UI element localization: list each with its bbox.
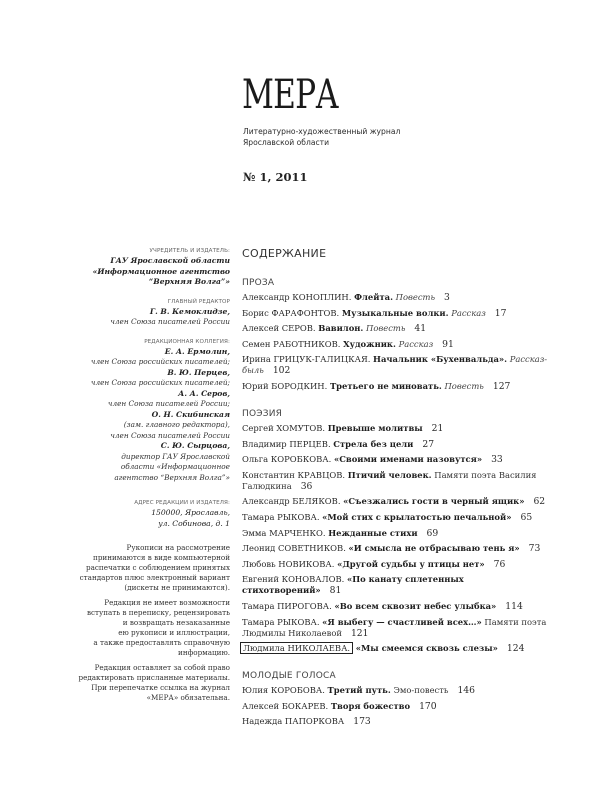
entry-title: Художник. — [343, 338, 396, 349]
entry-author: Александр БЕЛЯКОВ. — [242, 496, 341, 507]
entry-genre: Повесть — [366, 323, 406, 334]
toc-entry[interactable] — [242, 381, 562, 392]
entry-page-number: 36 — [300, 480, 313, 492]
entry-page-number: 146 — [457, 685, 475, 697]
note-line: распечатки с соблюдением принятых — [86, 563, 230, 572]
note-line: и возвращать незаказанные — [122, 618, 230, 627]
toc-section-title: ПРОЗА — [242, 278, 275, 288]
toc-entry[interactable] — [242, 512, 562, 523]
address-line: ул. Собинова, д. 1 — [158, 518, 230, 528]
entry-author: Алексей БОКАРЕВ. — [242, 700, 329, 711]
toc-entry[interactable] — [242, 339, 562, 350]
toc-entry[interactable] — [242, 643, 562, 654]
subtitle-line: Ярославской области — [243, 138, 330, 147]
entry-page-number: 41 — [414, 323, 427, 335]
entry-author: Эмма МАРЧЕНКО. — [242, 527, 326, 538]
toc-entry[interactable] — [242, 308, 562, 319]
entry-author: Евгений КОНОВАЛОВ. — [242, 574, 345, 585]
board-member-role: член Союза писателей России — [110, 430, 230, 440]
toc-entry[interactable] — [242, 617, 562, 639]
board-member-name: А. А. Серов, — [178, 388, 230, 398]
entry-author: Леонид СОВЕТНИКОВ. — [242, 543, 346, 554]
toc-entry[interactable] — [242, 528, 562, 539]
note-line: редактировать присланные материалы. — [78, 673, 230, 682]
editorial-notes — [40, 543, 230, 703]
toc-entry[interactable] — [242, 574, 562, 596]
entry-page-number: 65 — [520, 511, 533, 523]
toc-entry[interactable] — [242, 543, 562, 554]
note-line: Рукописи на рассмотрение — [126, 543, 230, 552]
board-member-role: агентство “Верхняя Волга”» — [114, 472, 230, 482]
entry-author: Юлия КОРОБОВА. — [242, 685, 325, 696]
entry-author: Ирина ГРИЦУК-ГАЛИЦКАЯ. — [242, 354, 371, 365]
entry-author: Ольга КОРОБКОВА. — [242, 454, 332, 465]
entry-author: Владимир ПЕРЦЕВ. — [242, 438, 331, 449]
board-member-role: член Союза писателей России; — [107, 399, 230, 408]
entry-page-number: 17 — [494, 307, 507, 319]
entry-title: Третьего не миновать. — [329, 380, 442, 391]
toc-title: СОДЕРЖАНИЕ — [242, 247, 327, 260]
entry-note: Памяти поэта Людмилы Николаевой — [242, 616, 547, 638]
entry-note: Эмо-повесть — [393, 685, 449, 696]
entry-title: «Мы смеемся сквозь слезы» — [355, 643, 498, 654]
chief-editor-label: ГЛАВНЫЙ РЕДАКТОР — [167, 298, 230, 305]
entry-page-number: 91 — [442, 338, 454, 350]
board-member-role: (зам. главного редактора), — [123, 420, 230, 429]
entry-author: Семен РАБОТНИКОВ. — [242, 338, 341, 349]
board-label: РЕДАКЦИОННАЯ КОЛЛЕГИЯ: — [144, 338, 230, 345]
entry-author: Тамара РЫКОВА. — [242, 511, 320, 522]
imprint-column — [40, 247, 230, 703]
entry-title: «Во всем сквозит небес улыбка» — [334, 600, 497, 611]
note-line: а также предоставлять справочную — [93, 638, 230, 647]
entry-author: Любовь НОВИКОВА. — [242, 558, 335, 569]
entry-title: Творя божество — [330, 700, 411, 711]
note-rights — [40, 663, 230, 703]
entry-author: Константин КРАВЦОВ. — [242, 469, 346, 480]
toc-sections — [242, 277, 562, 727]
board-member-name: О. Н. Скибинская — [151, 409, 230, 419]
toc-section-title: МОЛОДЫЕ ГОЛОСА — [242, 671, 336, 682]
entry-author: Алексей СЕРОВ. — [242, 323, 316, 334]
entry-title: «Съезжались гости в черный ящик» — [343, 496, 525, 507]
toc-entry[interactable] — [242, 292, 562, 303]
entry-page-number: 69 — [426, 527, 439, 539]
board-member-role: член Союза российских писателей; — [90, 378, 230, 387]
founder-line: ГАУ Ярославской области — [110, 256, 230, 265]
subtitle-line: Литературно-художественный журнал — [243, 127, 401, 136]
entry-author: Людмила НИКОЛАЕВА. — [240, 642, 353, 654]
toc-entry[interactable] — [242, 701, 562, 712]
founder-label: УЧРЕДИТЕЛЬ И ИЗДАТЕЛЬ: — [149, 248, 230, 254]
note-line: информацию. — [178, 648, 230, 657]
entry-author: Александр КОНОПЛИН. — [242, 292, 352, 302]
entry-author: Тамара РЫКОВА. — [242, 616, 320, 627]
entry-page-number: 3 — [444, 292, 450, 303]
entry-title: Музыкальные волки. — [341, 307, 449, 318]
founder-line: “Верхняя Волга”» — [148, 277, 230, 286]
entry-page-number: 173 — [353, 716, 371, 728]
entry-title: «Другой судьбы у птицы нет» — [337, 558, 485, 569]
entry-author: Тамара ПИРОГОВА. — [242, 600, 332, 611]
board-member-name: В. Ю. Перцев, — [167, 367, 230, 377]
entry-page-number: 76 — [493, 558, 506, 570]
entry-author: Сергей ХОМУТОВ. — [242, 422, 326, 433]
entry-title: Птичий человек. — [347, 469, 432, 480]
entry-page-number: 21 — [431, 422, 444, 434]
journal-subtitle — [243, 126, 400, 148]
entry-title: Вавилон. — [318, 323, 364, 334]
entry-genre: Повесть — [395, 292, 436, 302]
board-member-role: член Союза российских писателей; — [90, 357, 230, 366]
toc-entry[interactable] — [242, 685, 562, 696]
entry-genre: Рассказ-быль — [242, 354, 548, 376]
entry-page-number: 121 — [350, 627, 369, 639]
address-line: 150000, Ярославль, — [151, 508, 230, 517]
journal-logo: МЕРА — [242, 72, 339, 118]
entry-page-number: 124 — [506, 643, 525, 655]
toc-entry[interactable] — [242, 439, 562, 450]
entry-title: Флейта. — [354, 292, 393, 302]
entry-title: Третий путь. — [327, 685, 391, 696]
issue-number: № 1, 2011 — [243, 170, 308, 184]
entry-genre: Рассказ — [398, 338, 434, 349]
toc-entry[interactable] — [242, 716, 562, 727]
toc-section-title: ПОЭЗИЯ — [242, 408, 283, 419]
note-line: Редакция не имеет возможности — [104, 598, 230, 607]
entry-page-number: 62 — [533, 496, 546, 508]
entry-page-number: 81 — [329, 585, 342, 597]
entry-title: Стрела без цели — [333, 438, 414, 449]
board-member-name: Е. А. Ермолин, — [164, 346, 230, 356]
toc-entry[interactable] — [242, 423, 562, 434]
entry-page-number: 127 — [492, 380, 511, 392]
note-line: Редакция оставляет за собой право — [94, 663, 230, 672]
toc-entry[interactable] — [242, 454, 562, 465]
note-line: стандартов плюс электронный вариант — [79, 573, 230, 582]
toc-entry[interactable] — [242, 496, 562, 507]
entry-page-number: 73 — [528, 543, 541, 555]
entry-note: Памяти поэта Василия Галюдкина — [242, 469, 537, 491]
note-line: При перепечатке ссылка на журнал — [91, 683, 230, 692]
board-member-name: С. Ю. Сырцова, — [160, 441, 230, 450]
table-of-contents — [242, 247, 562, 732]
note-line: (дискеты не принимаются). — [124, 583, 230, 592]
entry-page-number: 27 — [422, 438, 435, 450]
note-line: ею рукописи и иллюстрации, — [118, 628, 230, 637]
entry-author: Юрий БОРОДКИН. — [242, 380, 328, 391]
toc-entry[interactable] — [242, 601, 562, 612]
board-member-role: области «Информационное — [120, 462, 230, 471]
entry-page-number: 33 — [491, 454, 503, 466]
toc-entry[interactable] — [242, 354, 562, 376]
entry-page-number: 114 — [505, 600, 523, 612]
note-submission — [40, 543, 230, 593]
entry-genre: Повесть — [444, 380, 484, 391]
entry-genre: Рассказ — [451, 307, 486, 318]
entry-title: Превыше молитвы — [327, 422, 423, 433]
entry-title: «Своими именами назовутся» — [333, 454, 483, 465]
toc-entry[interactable] — [242, 323, 562, 334]
entry-author: Надежда ПАПОРКОВА — [242, 716, 345, 727]
note-line: вступать в переписку, рецензировать — [86, 608, 230, 617]
founder-line: «Информационное агентство — [92, 266, 230, 276]
entry-title: «И смысла не отбрасываю тень я» — [348, 543, 520, 554]
toc-entry[interactable] — [242, 470, 562, 492]
entry-title: Начальник «Бухенвальда». — [373, 354, 508, 365]
entry-author: Борис ФАРАФОНТОВ. — [242, 307, 340, 318]
toc-entry[interactable] — [242, 559, 562, 570]
board-member-role: директор ГАУ Ярославской — [121, 451, 230, 461]
address-label: АДРЕС РЕДАКЦИИ И ИЗДАТЕЛЯ: — [134, 500, 230, 506]
note-line: принимаются в виде компьютерной — [93, 553, 230, 562]
entry-page-number: 170 — [419, 700, 437, 712]
entry-page-number: 102 — [272, 365, 291, 377]
entry-title: «Я выбегу — счастливей всех…» — [322, 616, 482, 627]
chief-editor-name: Г. В. Кемоклидзе, — [149, 306, 230, 316]
note-line: «МЕРА» обязательна. — [146, 693, 230, 702]
entry-title: Нежданные стихи — [328, 527, 418, 538]
entry-title: «По канату сплетенных стихотворений» — [242, 574, 464, 596]
chief-editor-role: член Союза писателей России — [110, 317, 230, 326]
note-correspondence — [40, 598, 230, 658]
entry-title: «Мой стих с крылатостью печальной» — [322, 511, 512, 522]
